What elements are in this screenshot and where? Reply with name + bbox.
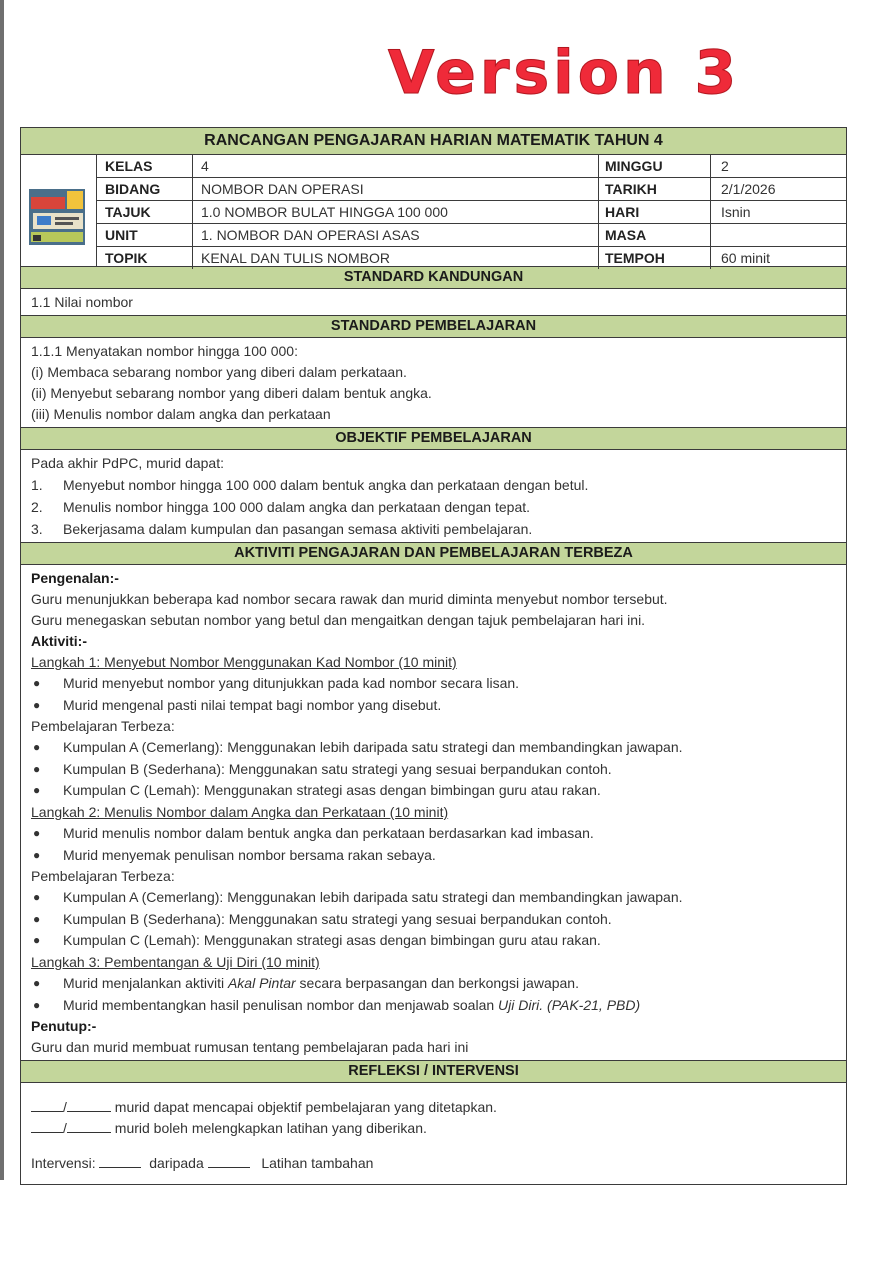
refleksi-heading: REFLEKSI / INTERVENSI xyxy=(21,1061,846,1083)
penutup-label: Penutup:- xyxy=(31,1018,97,1035)
terbeza-label: Pembelajaran Terbeza: xyxy=(31,718,175,735)
list-item xyxy=(31,823,836,845)
list-item-text: Kumpulan C (Lemah): Menggunakan strategi asas dengan bimbingan guru atau rakan. xyxy=(63,932,601,949)
info-row xyxy=(97,155,846,178)
refleksi-line-2 xyxy=(31,1118,836,1139)
list-item xyxy=(31,909,836,931)
label-tempoh: TEMPOH xyxy=(599,247,711,269)
objektif-heading: OBJEKTIF PEMBELAJARAN xyxy=(21,428,846,450)
label-kelas: KELAS xyxy=(97,155,193,177)
objektif-number: 3. xyxy=(31,521,43,537)
bullet-icon: ● xyxy=(33,676,41,690)
text-italic: Uji Diri. (PAK-21, PBD) xyxy=(498,996,641,1013)
value-unit: 1. NOMBOR DAN OPERASI ASAS xyxy=(193,224,599,246)
list-item-text: Murid menyemak penulisan nombor bersama rakan sebaya. xyxy=(63,846,436,863)
value-tajuk: 1.0 NOMBOR BULAT HINGGA 100 000 xyxy=(193,201,599,223)
blank-line xyxy=(99,1155,141,1168)
page-left-edge xyxy=(0,0,4,1180)
list-item-text: Kumpulan B (Sederhana): Menggunakan satu strategi yang sesuai berpandukan contoh. xyxy=(63,910,612,927)
value-kelas: 4 xyxy=(193,155,599,177)
objektif-item xyxy=(31,518,836,540)
list-item xyxy=(31,845,836,867)
info-row xyxy=(97,178,846,201)
list-item-text: Kumpulan C (Lemah): Menggunakan strategi asas dengan bimbingan guru atau rakan. xyxy=(63,782,601,799)
bullet-icon: ● xyxy=(33,975,41,990)
bullet-icon: ● xyxy=(33,847,41,862)
label-unit: UNIT xyxy=(97,224,193,246)
label-minggu: MINGGU xyxy=(599,155,711,177)
label-tajuk: TAJUK xyxy=(97,201,193,223)
aktiviti-body xyxy=(21,565,846,1061)
info-row xyxy=(97,224,846,247)
bullet-icon: ● xyxy=(33,933,41,948)
sp-line: (ii) Menyebut sebarang nombor yang diberi dalam bentuk angka. xyxy=(31,385,432,401)
value-hari: Isnin xyxy=(721,204,751,220)
list-item xyxy=(31,973,836,995)
blank-line xyxy=(31,1120,63,1133)
sp-line: (iii) Menulis nombor dalam angka dan perkataan xyxy=(31,406,331,422)
info-table xyxy=(97,155,846,266)
label-masa: MASA xyxy=(599,224,711,246)
label-tarikh: TARIKH xyxy=(599,178,711,200)
list-item xyxy=(31,695,836,717)
slash: / xyxy=(63,1120,67,1137)
value-minggu: 2 xyxy=(721,158,729,174)
value-bidang: NOMBOR DAN OPERASI xyxy=(193,178,599,200)
list-item-text xyxy=(63,995,640,1017)
objektif-number: 2. xyxy=(31,499,43,515)
label-hari: HARI xyxy=(599,201,711,223)
refleksi-body xyxy=(21,1083,846,1184)
info-row xyxy=(97,201,846,224)
list-item-text: Murid mengenal pasti nilai tempat bagi nombor yang disebut. xyxy=(63,696,442,713)
list-item xyxy=(31,930,836,952)
objektif-number: 1. xyxy=(31,477,43,493)
daripada-text: daripada xyxy=(149,1155,204,1172)
langkah-1-title: Langkah 1: Menyebut Nombor Menggunakan Kad Nombor (10 minit) xyxy=(31,654,457,670)
list-item xyxy=(31,780,836,802)
value-masa xyxy=(711,224,846,246)
aktiviti-heading: AKTIVITI PENGAJARAN DAN PEMBELAJARAN TERBEZA xyxy=(21,543,846,565)
list-item-text: Murid menulis nombor dalam bentuk angka dan perkataan berdasarkan kad imbasan. xyxy=(63,824,594,841)
text-italic: Akal Pintar xyxy=(227,974,296,991)
sp-line: 1.1.1 Menyatakan nombor hingga 100 000: xyxy=(31,343,298,359)
standard-pembelajaran-body xyxy=(21,338,846,428)
penutup-text: Guru dan murid membuat rumusan tentang pembelajaran pada hari ini xyxy=(31,1039,469,1056)
blank-line xyxy=(67,1120,111,1133)
refleksi-text: murid boleh melengkapkan latihan yang diberikan. xyxy=(114,1120,427,1137)
intervensi-line xyxy=(31,1153,836,1174)
bullet-icon: ● xyxy=(33,761,41,776)
pengenalan-line: Guru menegaskan sebutan nombor yang betul dan mengaitkan dengan tajuk pembelajaran hari ini. xyxy=(31,612,646,628)
objektif-text: Menyebut nombor hingga 100 000 dalam bentuk angka dan perkataan dengan betul. xyxy=(63,477,589,493)
value-tempoh: 60 minit xyxy=(721,250,771,266)
standard-kandungan-heading: STANDARD KANDUNGAN xyxy=(21,267,846,289)
standard-kandungan-text: 1.1 Nilai nombor xyxy=(31,294,133,310)
bullet-icon: ● xyxy=(33,911,41,926)
list-item-text: Kumpulan B (Sederhana): Menggunakan satu strategi yang sesuai berpandukan contoh. xyxy=(63,760,612,777)
label-topik: TOPIK xyxy=(97,247,193,269)
blank-line xyxy=(67,1099,111,1112)
version-label: Version 3 xyxy=(388,38,741,108)
value-topik: KENAL DAN TULIS NOMBOR xyxy=(193,247,599,269)
standard-kandungan-body xyxy=(21,289,846,316)
label-bidang: BIDANG xyxy=(97,178,193,200)
objektif-item xyxy=(31,496,836,518)
objektif-text: Bekerjasama dalam kumpulan dan pasangan semasa aktiviti pembelajaran. xyxy=(63,521,533,537)
info-grid xyxy=(21,155,846,267)
objektif-item xyxy=(31,474,836,496)
objektif-body xyxy=(21,450,846,543)
class-logo-image xyxy=(21,155,97,266)
standard-pembelajaran-heading: STANDARD PEMBELAJARAN xyxy=(21,316,846,338)
bullet-icon: ● xyxy=(33,697,41,712)
terbeza-label: Pembelajaran Terbeza: xyxy=(31,868,175,885)
list-item-text: Kumpulan A (Cemerlang): Menggunakan lebih daripada satu strategi dan membandingkan jawapan. xyxy=(63,889,683,906)
list-item-text xyxy=(63,973,579,995)
intervensi-label: Intervensi: xyxy=(31,1155,96,1172)
list-item-text: Kumpulan A (Cemerlang): Menggunakan lebih daripada satu strategi dan membandingkan jawapan. xyxy=(63,739,683,756)
slash: / xyxy=(63,1099,67,1116)
sp-line: (i) Membaca sebarang nombor yang diberi dalam perkataan. xyxy=(31,364,407,380)
refleksi-line-1 xyxy=(31,1097,836,1118)
bullet-icon: ● xyxy=(33,890,41,905)
aktiviti-label: Aktiviti:- xyxy=(31,633,87,649)
objektif-intro: Pada akhir PdPC, murid dapat: xyxy=(31,455,224,471)
pengenalan-line: Guru menunjukkan beberapa kad nombor secara rawak dan murid diminta menyebut nombor tersebut. xyxy=(31,591,668,607)
blank-line xyxy=(31,1099,63,1112)
text-part: secara berpasangan dan berkongsi jawapan. xyxy=(295,974,579,991)
blank-line xyxy=(208,1155,250,1168)
langkah-3-title: Langkah 3: Pembentangan & Uji Diri (10 minit) xyxy=(31,953,320,970)
pengenalan-label: Pengenalan:- xyxy=(31,570,119,586)
bullet-icon: ● xyxy=(33,783,41,798)
list-item xyxy=(31,887,836,909)
document-title: RANCANGAN PENGAJARAN HARIAN MATEMATIK TAHUN 4 xyxy=(21,128,846,155)
info-row xyxy=(97,247,846,269)
text-part: Murid menjalankan aktiviti xyxy=(63,974,228,991)
list-item-text: Murid menyebut nombor yang ditunjukkan pada kad nombor secara lisan. xyxy=(63,675,520,691)
langkah-2-title: Langkah 2: Menulis Nombor dalam Angka dan Perkataan (10 minit) xyxy=(31,803,449,820)
bullet-icon: ● xyxy=(33,997,41,1012)
text-part: Murid membentangkan hasil penulisan nombor dan menjawab soalan xyxy=(63,996,499,1013)
bullet-icon: ● xyxy=(33,825,41,840)
list-item xyxy=(31,673,836,695)
list-item xyxy=(31,995,836,1017)
list-item xyxy=(31,759,836,781)
objektif-text: Menulis nombor hingga 100 000 dalam angka dan perkataan dengan tepat. xyxy=(63,499,531,515)
lesson-plan-document xyxy=(20,127,847,1185)
value-tarikh: 2/1/2026 xyxy=(721,181,776,197)
latihan-text: Latihan tambahan xyxy=(261,1155,374,1172)
refleksi-text: murid dapat mencapai objektif pembelajaran yang ditetapkan. xyxy=(114,1099,497,1116)
bullet-icon: ● xyxy=(33,740,41,755)
list-item xyxy=(31,737,836,759)
